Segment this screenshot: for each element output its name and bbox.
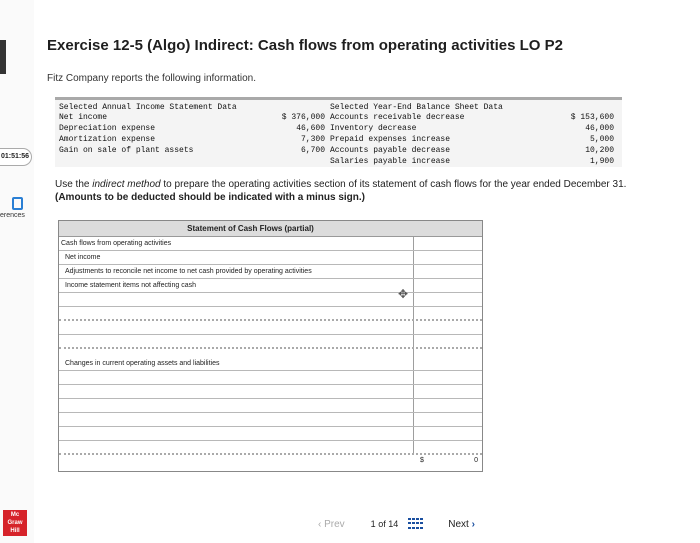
prev-button[interactable]: ‹ Prev (318, 518, 345, 530)
change-item-input[interactable] (59, 385, 414, 398)
income-label: Gain on sale of plant assets (59, 146, 194, 155)
instructions-note: (Amounts to be deducted should be indicated with a minus sign.) (55, 192, 366, 203)
table-row (59, 385, 482, 399)
change-item-input[interactable] (59, 427, 414, 440)
table-row (59, 265, 482, 279)
given-data-panel (55, 97, 622, 167)
pagination (318, 515, 475, 533)
total-dollar-sign: $ (420, 457, 424, 464)
table-row (59, 413, 482, 427)
logo-line-3: Hill (10, 528, 20, 534)
table-row (59, 321, 482, 335)
table-row (59, 427, 482, 441)
balance-value: $ 153,600 (570, 113, 614, 122)
references-icon[interactable] (12, 197, 23, 210)
chevron-right-icon: › (471, 518, 475, 530)
income-label: Amortization expense (59, 135, 156, 144)
prev-label: Prev (324, 518, 345, 530)
total-row (59, 455, 482, 471)
amount-cell (414, 349, 482, 370)
change-item-input[interactable] (59, 399, 414, 412)
adjustment-amount-input[interactable] (414, 307, 482, 319)
page-current: 1 (370, 519, 376, 529)
amount-cell (414, 265, 482, 278)
change-amount-input[interactable] (414, 385, 482, 398)
net-income-label: Net income (59, 251, 414, 264)
adjustment-amount-input[interactable] (414, 293, 482, 306)
page-title: Exercise 12-5 (Algo) Indirect: Cash flows from operating activities LO P2 (47, 37, 563, 54)
balance-data-heading: Selected Year-End Balance Sheet Data (330, 103, 503, 112)
references-label[interactable]: erences (0, 212, 25, 219)
income-label: Depreciation expense (59, 124, 156, 133)
change-amount-input[interactable] (414, 413, 482, 426)
adjustments-label: Adjustments to reconcile net income to net cash provided by operating activities (59, 265, 414, 278)
income-value: 46,600 (296, 124, 325, 133)
timer-badge[interactable]: 01:51:56 (0, 148, 32, 166)
statement-title: Statement of Cash Flows (partial) (59, 221, 482, 237)
instructions-part2: to prepare the operating activities section of its statement of cash flows for the year ended December 31. (160, 179, 627, 190)
balance-value: 10,200 (585, 146, 614, 155)
adjustment-item-input[interactable] (59, 307, 414, 319)
table-row (59, 237, 482, 251)
table-row (59, 441, 482, 455)
logo-line-1: Mc (10, 512, 20, 518)
income-data-heading: Selected Annual Income Statement Data (59, 103, 237, 112)
change-item-input[interactable] (59, 371, 414, 384)
change-amount-input[interactable] (414, 371, 482, 384)
total-label (59, 455, 414, 471)
balance-value: 1,900 (589, 157, 614, 166)
table-row (59, 399, 482, 413)
income-value: $ 376,000 (281, 113, 325, 122)
amount-cell (414, 237, 482, 250)
change-item-input[interactable] (59, 413, 414, 426)
adjustment-item-input[interactable] (59, 335, 414, 347)
income-value: 6,700 (300, 146, 325, 155)
amount-cell (414, 279, 482, 292)
table-row (59, 251, 482, 265)
page-indicator (371, 519, 399, 529)
mcgraw-hill-logo (3, 510, 27, 536)
noncash-items-label: Income statement items not affecting cash (59, 279, 414, 292)
table-row (59, 307, 482, 321)
adjustment-amount-input[interactable] (414, 321, 482, 334)
page-of: of (378, 519, 386, 529)
change-amount-input[interactable] (414, 399, 482, 412)
instructions-part1: Use the (55, 179, 93, 190)
left-sidebar (0, 0, 34, 543)
balance-label: Inventory decrease (330, 124, 417, 133)
balance-label: Accounts receivable decrease (330, 113, 465, 122)
balance-label: Accounts payable decrease (330, 146, 451, 155)
next-label: Next (448, 518, 469, 530)
adjustment-amount-input[interactable] (414, 335, 482, 347)
cursor-crosshair-icon: ✥ (398, 287, 409, 301)
table-row (59, 349, 482, 371)
balance-value: 46,000 (585, 124, 614, 133)
table-row (59, 293, 482, 307)
next-button[interactable] (448, 519, 475, 530)
instructions (55, 178, 695, 204)
table-row (59, 335, 482, 349)
net-income-input[interactable] (414, 251, 482, 264)
income-label: Net income (59, 113, 108, 122)
cash-flow-statement-table (58, 220, 483, 472)
income-value: 7,300 (300, 135, 325, 144)
balance-label: Prepaid expenses increase (330, 135, 451, 144)
adjustment-item-input[interactable] (59, 321, 414, 334)
balance-label: Salaries payable increase (330, 157, 451, 166)
total-value: 0 (474, 457, 478, 464)
page-total: 14 (388, 519, 399, 529)
balance-value: 5,000 (589, 135, 614, 144)
table-row (59, 371, 482, 385)
current-changes-label: Changes in current operating assets and liabilities (59, 349, 414, 370)
net-cash-label-input[interactable] (59, 441, 414, 453)
sidebar-marker (0, 40, 6, 74)
logo-line-2: Graw (7, 520, 23, 526)
grid-view-icon[interactable] (408, 518, 422, 530)
intro-text: Fitz Company reports the following information. (47, 73, 256, 84)
section-label: Cash flows from operating activities (59, 237, 414, 250)
amount-cell (414, 441, 482, 453)
change-amount-input[interactable] (414, 427, 482, 440)
table-row (59, 279, 482, 293)
adjustment-item-input[interactable] (59, 293, 414, 306)
instructions-method: indirect method (92, 179, 161, 190)
